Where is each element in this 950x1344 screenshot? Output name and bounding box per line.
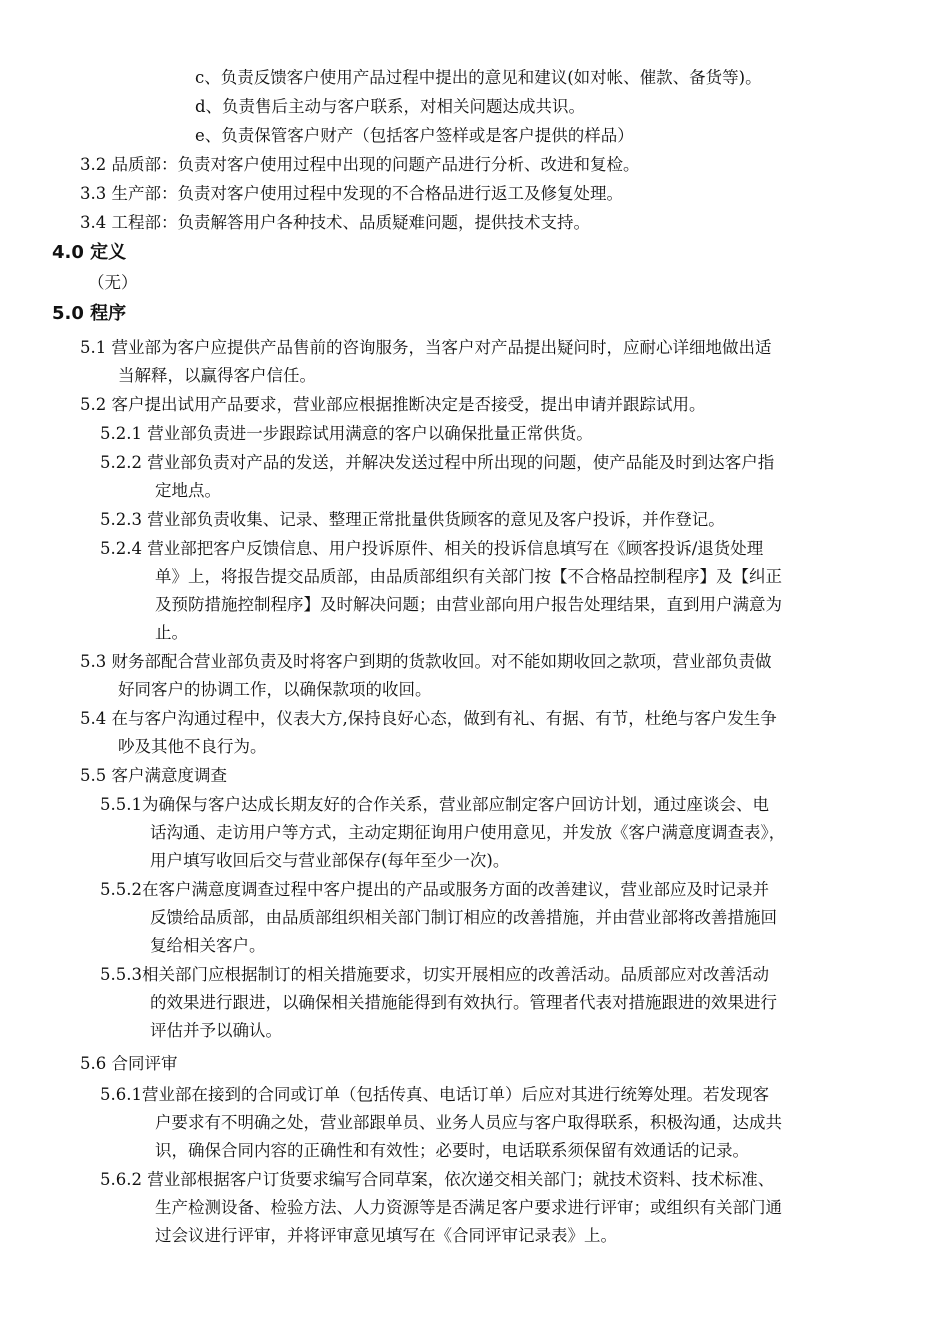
section-text: 营业部根据客户订货要求编写合同草案，依次递交相关部门；就技术资料、技术标准、 [147,1170,775,1189]
section-5-5-2 [100,879,769,901]
section-text: 营业部把客户反馈信息、用户投诉原件、相关的投诉信息填写在《顾客投诉/退货处理 [147,539,764,558]
section-number: 5.2.2 [100,453,142,472]
section-3-4 [80,212,590,234]
section-5-5-2-cont-1: 反馈给品质部，由品质部组织相关部门制订相应的改善措施，并由营业部将改善措施回 [150,908,777,927]
section-text: 品质部：负责对客户使用过程中出现的问题产品进行分析、改进和复检。 [111,155,640,174]
section-number: 3.4 [80,213,107,232]
section-5-3-cont: 好同客户的协调工作，以确保款项的收回。 [118,680,432,699]
section-5-6 [80,1053,178,1075]
item-c: c、负责反馈客户使用产品过程中提出的意见和建议(如对帐、催款、备货等)。 [195,68,762,87]
section-5-6-2-cont-2: 过会议进行评审，并将评审意见填写在《合同评审记录表》上。 [155,1226,617,1245]
section-text: 营业部负责收集、记录、整理正常批量供货顾客的意见及客户投诉，并作登记。 [147,510,725,529]
section-5-1-cont: 当解释，以赢得客户信任。 [118,366,316,385]
section-number: 5.3 [80,652,107,671]
item-e: e、负责保管客户财产（包括客户签样或是客户提供的样品） [195,126,634,145]
section-5-2-1 [100,423,593,445]
section-5-5-1 [100,794,769,816]
section-5-1 [80,337,772,359]
section-number: 5.5.3 [100,965,142,984]
section-3-2 [80,154,640,176]
section-5-5-3 [100,964,769,986]
section-5-6-2 [100,1169,774,1191]
section-number: 5.6.1 [100,1085,142,1104]
section-5-5-2-cont-2: 复给相关客户。 [150,936,266,955]
section-3-3 [80,183,623,205]
section-text: 客户提出试用产品要求，营业部应根据推断决定是否接受，提出申请并跟踪试用。 [111,395,706,414]
section-number: 5.5 [80,766,107,785]
section-text: 工程部：负责解答用户各种技术、品质疑难问题，提供技术支持。 [111,213,590,232]
section-text: 合同评审 [111,1054,178,1073]
section-5-4 [80,708,777,730]
section-5-2-4 [100,538,763,560]
section-5-5-1-cont-1: 话沟通、走访用户等方式，主动定期征询用户使用意见，并发放《客户满意度调查表》， [150,823,786,842]
section-number: 5.6.2 [100,1170,142,1189]
section-5-6-1-cont-2: 识，确保合同内容的正确性和有效性；必要时，电话联系须保留有效通话的记录。 [155,1141,749,1160]
section-text: 在与客户沟通过程中，仪表大方,保持良好心态，做到有礼、有据、有节，杜绝与客户发生争 [111,709,777,728]
section-5-6-2-cont-1: 生产检测设备、检验方法、人力资源等是否满足客户要求进行评审；或组织有关部门通 [155,1198,782,1217]
section-number: 5.2 [80,395,107,414]
section-5-6-1-cont-1: 户要求有不明确之处，营业部跟单员、业务人员应与客户取得联系，积极沟通，达成共 [155,1113,782,1132]
section-number: 3.2 [80,155,107,174]
section-number: 5.6 [80,1054,107,1073]
section-5-2-2 [100,452,774,474]
section-number: 5.5.1 [100,795,142,814]
section-5-5-3-cont-2: 评估并予以确认。 [150,1021,282,1040]
section-5-2-3 [100,509,725,531]
section-number: 5.2.1 [100,424,142,443]
section-5-5 [80,765,227,787]
section-number: 5.1 [80,338,107,357]
section-text: 营业部在接到的合同或订单（包括传真、电话订单）后应对其进行统筹处理。若发现客 [141,1085,769,1104]
section-text: 客户满意度调查 [111,766,227,785]
section-5-5-1-cont-2: 用户填写收回后交与营业部保存(每年至少一次)。 [150,851,510,870]
section-text: 相关部门应根据制订的相关措施要求，切实开展相应的改善活动。品质部应对改善活动 [141,965,769,984]
heading-5-procedure: 5.0 程序 [52,303,127,324]
section-number: 5.2.4 [100,539,142,558]
section-5-2-4-cont-3: 止。 [155,623,188,642]
section-text: 为确保与客户达成长期友好的合作关系，营业部应制定客户回访计划，通过座谈会、电 [141,795,769,814]
section-5-2-4-cont-2: 及预防措施控制程序】及时解决问题；由营业部向用户报告处理结果，直到用户满意为 [155,595,782,614]
section-text: 营业部为客户应提供产品售前的咨询服务，当客户对产品提出疑问时，应耐心详细地做出适 [111,338,772,357]
section-5-5-3-cont-1: 的效果进行跟进，以确保相关措施能得到有效执行。管理者代表对措施跟进的效果进行 [150,993,777,1012]
section-number: 5.4 [80,709,107,728]
section-5-6-1 [100,1084,769,1106]
section-5-2-2-cont: 定地点。 [155,481,221,500]
section-5-2-4-cont-1: 单》上，将报告提交品质部，由品质部组织有关部门按【不合格品控制程序】及【纠正 [155,567,782,586]
section-5-3 [80,651,772,673]
section-text: 生产部：负责对客户使用过程中发现的不合格品进行返工及修复处理。 [111,184,623,203]
section-text: 营业部负责对产品的发送，并解决发送过程中所出现的问题，使产品能及时到达客户指 [147,453,775,472]
section-text: 营业部负责进一步跟踪试用满意的客户以确保批量正常供货。 [147,424,593,443]
section-number: 5.5.2 [100,880,142,899]
section-number: 5.2.3 [100,510,142,529]
definition-body: （无） [88,273,138,292]
item-d: d、负责售后主动与客户联系，对相关问题达成共识。 [195,97,586,116]
section-text: 在客户满意度调查过程中客户提出的产品或服务方面的改善建议，营业部应及时记录并 [141,880,769,899]
section-5-2 [80,394,706,416]
section-number: 3.3 [80,184,107,203]
section-5-4-cont: 吵及其他不良行为。 [118,737,267,756]
heading-4-definition: 4.0 定义 [52,242,127,263]
section-text: 财务部配合营业部负责及时将客户到期的货款收回。对不能如期收回之款项，营业部负责做 [111,652,772,671]
